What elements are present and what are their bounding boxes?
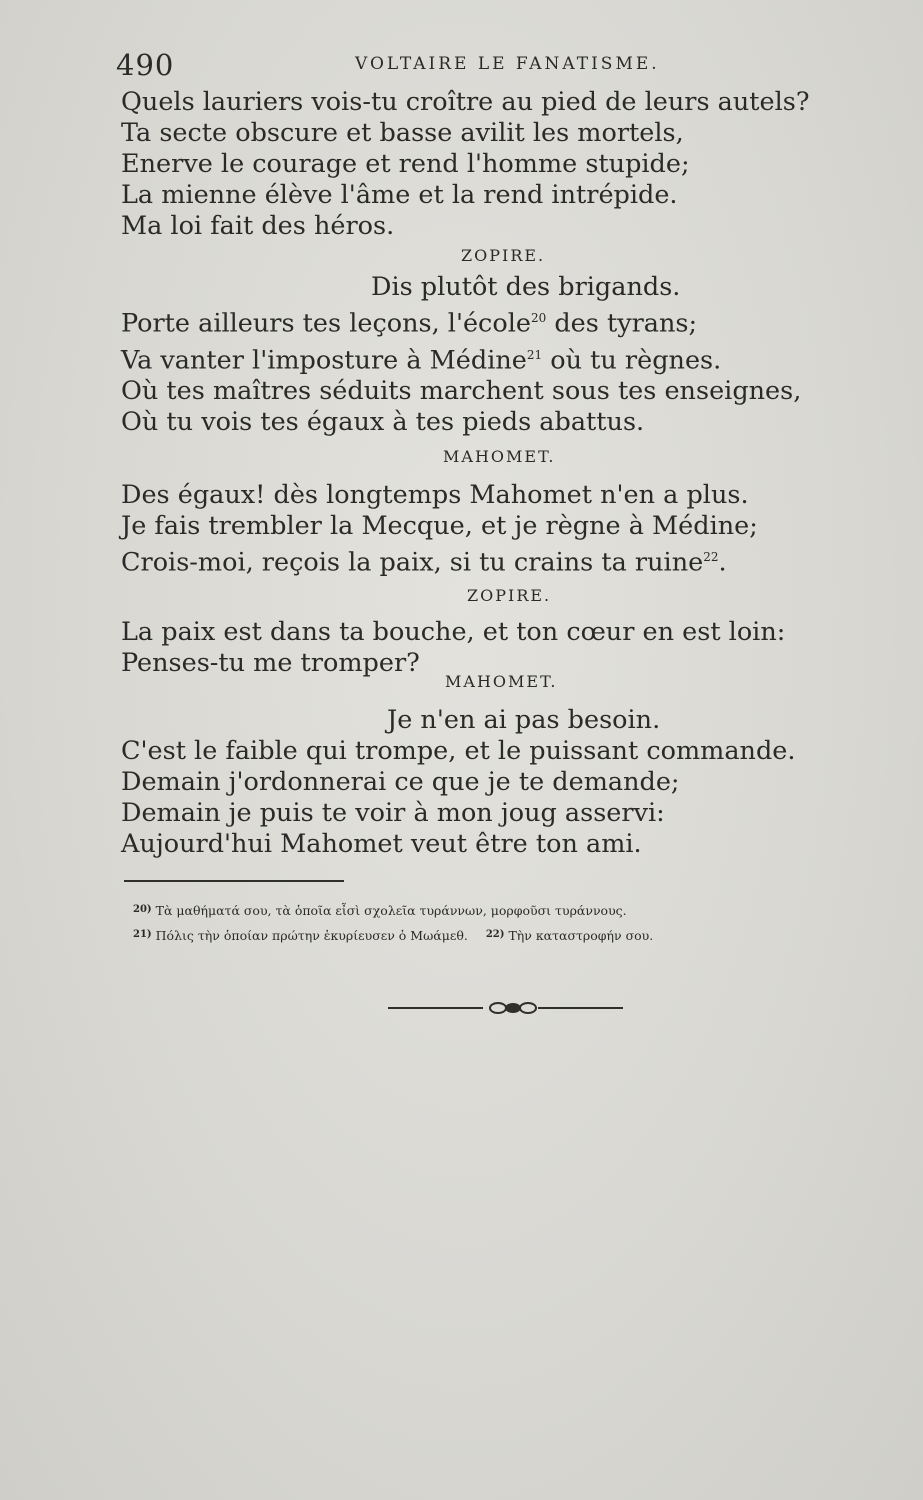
footnote-ref: 21	[526, 347, 543, 362]
footnote-number: 22)	[485, 929, 505, 940]
verse-text: Porte ailleurs tes leçons, l'école	[121, 308, 531, 339]
verse-line: Dis plutôt des brigands.	[371, 272, 681, 302]
verse-line	[121, 340, 761, 377]
verse-line: Penses-tu me tromper?	[121, 647, 420, 678]
footnote-ref: 20	[530, 311, 547, 325]
verse-line	[121, 303, 761, 340]
footnote-text: Τὴν καταστροφήν σου.	[508, 928, 654, 943]
verse-text: Va vanter l'imposture à Médine	[121, 345, 527, 375]
speaker-name: MAHOMET.	[445, 671, 558, 691]
verse-line: Ma loi fait des héros.	[121, 211, 395, 241]
page-number: 490	[116, 48, 175, 82]
footnote-number: 21)	[133, 929, 152, 940]
page-header	[0, 48, 923, 88]
running-head: VOLTAIRE LE FANATISME.	[355, 54, 660, 74]
verse-text: .	[718, 547, 727, 578]
verse-line: Quels lauriers vois-tu croître au pied de leurs autels?	[121, 87, 810, 117]
verse-line: Demain j'ordonnerai ce que je te demande;	[121, 766, 680, 797]
footnote-rule	[124, 880, 344, 882]
verse-text: des tyrans;	[546, 308, 698, 339]
footnote-text: Πόλις τὴν ὁποίαν πρώτην ἐκυρίευσεν ὁ Μωάμεθ.	[155, 928, 468, 943]
speaker-name: ZOPIRE.	[467, 585, 552, 605]
footnote	[133, 923, 853, 948]
verse-line: C'est le faible qui trompe, et le puissant commande.	[121, 735, 796, 766]
verse-line: Ta secte obscure et basse avilit les mortels,	[121, 118, 684, 148]
footnote-text: Τὰ μαθήματά σου, τὰ ὁποῖα εἶσὶ σχολεῖα τυράννων, μορφοῦσι τυράννους.	[155, 903, 627, 918]
ornament-divider-icon	[388, 1000, 623, 1016]
verse-line: Où tes maîtres séduits marchent sous tes enseignes,	[121, 376, 802, 406]
verse-body	[121, 87, 810, 860]
verse-line: Enerve le courage et rend l'homme stupide;	[121, 149, 690, 179]
verse-text: où tu règnes.	[542, 345, 722, 375]
speaker-name: MAHOMET.	[443, 447, 556, 466]
footnote	[133, 898, 853, 923]
footnote-ref: 22	[703, 550, 719, 564]
verse-line: La mienne élève l'âme et la rend intrépide.	[121, 180, 678, 210]
verse-line: Aujourd'hui Mahomet veut être ton ami.	[121, 828, 642, 859]
footnote-number: 20)	[133, 904, 152, 915]
verse-text: Crois-moi, reçois la paix, si tu crains ta ruine	[121, 547, 704, 578]
verse-line: Je fais trembler la Mecque, et je règne à Médine;	[121, 511, 758, 541]
verse-line: Je n'en ai pas besoin.	[387, 704, 661, 735]
verse-line: Où tu vois tes égaux à tes pieds abattus.	[121, 407, 645, 437]
footnotes	[133, 898, 853, 948]
verse-line	[121, 542, 761, 579]
verse-line: La paix est dans ta bouche, et ton cœur en est loin:	[121, 616, 786, 647]
verse-line: Demain je puis te voir à mon joug asservi:	[121, 797, 665, 828]
speaker-name: ZOPIRE.	[461, 246, 546, 265]
verse-line: Des égaux! dès longtemps Mahomet n'en a plus.	[121, 480, 749, 510]
